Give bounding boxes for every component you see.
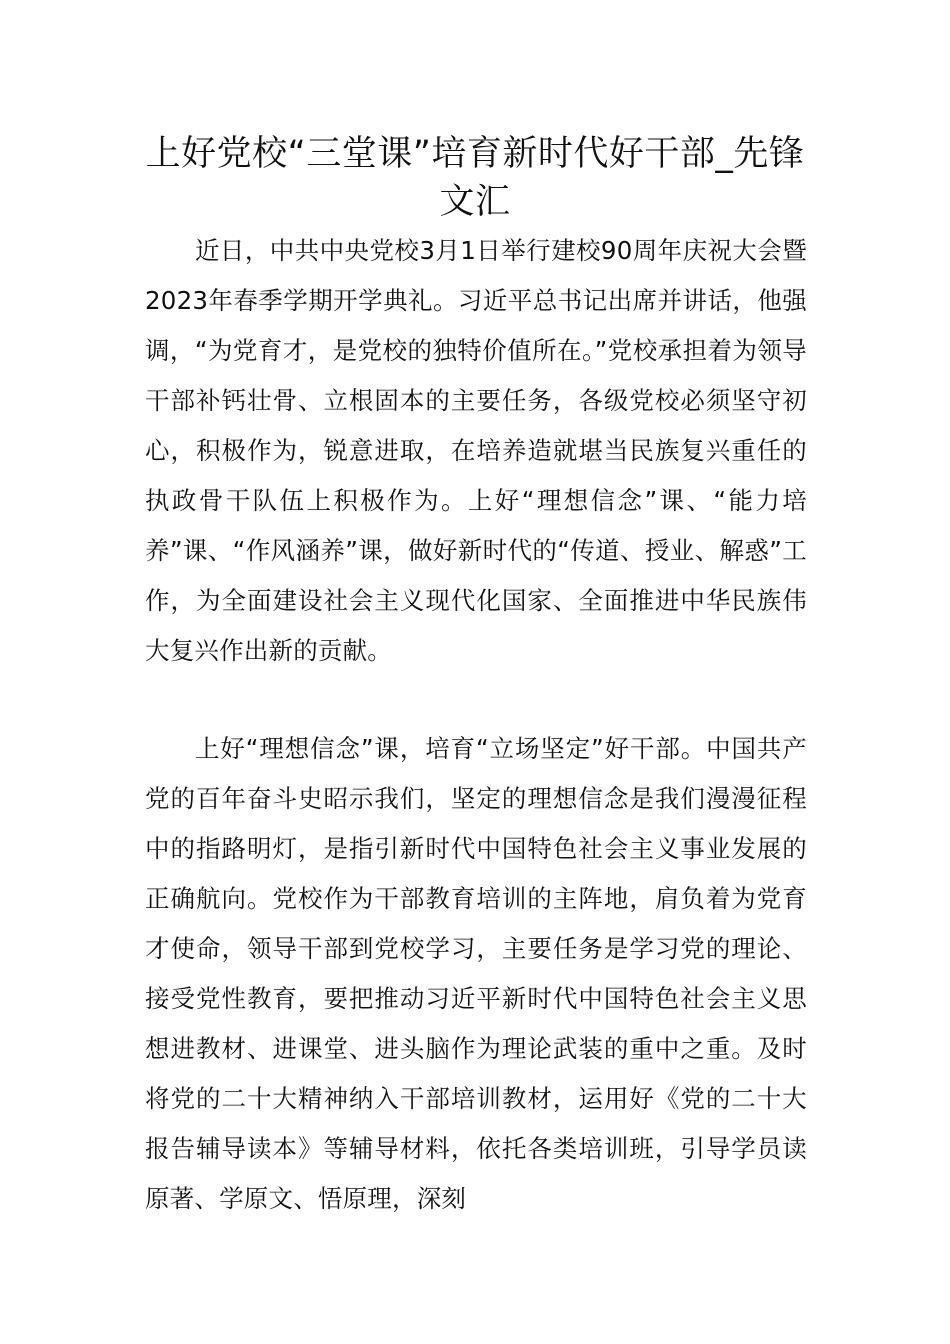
document-title: 上好党校“三堂课”培育新时代好干部_先锋文汇	[145, 134, 805, 222]
paragraph-intro: 近日，中共中央党校3月1日举行建校90周年庆祝大会暨2023年春季学期开学典礼。习近平总书记出席并讲话，他强调，“为党育才，是党校的独特价值所在。”党校承担着为领导干部补钙壮骨、立根固本的主要任务，各级党校必须坚守初心，积极作为，锐意进取，在培养造就堪当民族复兴重任的执政骨干队伍上积极作为。上好“理想信念”课、“能力培养”课、“作风涵养”课，做好新时代的“传道、授业、解惑”工作，为全面建设社会主义现代化国家、全面推进中华民族伟大复兴作出新的贡献。	[145, 236, 807, 665]
paragraph-ideals-course: 上好“理想信念”课，培育“立场坚定”好干部。中国共产党的百年奋斗史昭示我们，坚定的理想信念是我们漫漫征程中的指路明灯，是指引新时代中国特色社会主义事业发展的正确航向。党校作为干部教育培训的主阵地，肩负着为党育才使命，领导干部到党校学习，主要任务是学习党的理论、接受党性教育，要把推动习近平新时代中国特色社会主义思想进教材、进课堂、进头脑作为理论武装的重中之重。及时将党的二十大精神纳入干部培训教材，运用好《党的二十大报告辅导读本》等辅导材料，依托各类培训班，引导学员读原著、学原文、悟原理，深刻	[145, 734, 807, 1213]
